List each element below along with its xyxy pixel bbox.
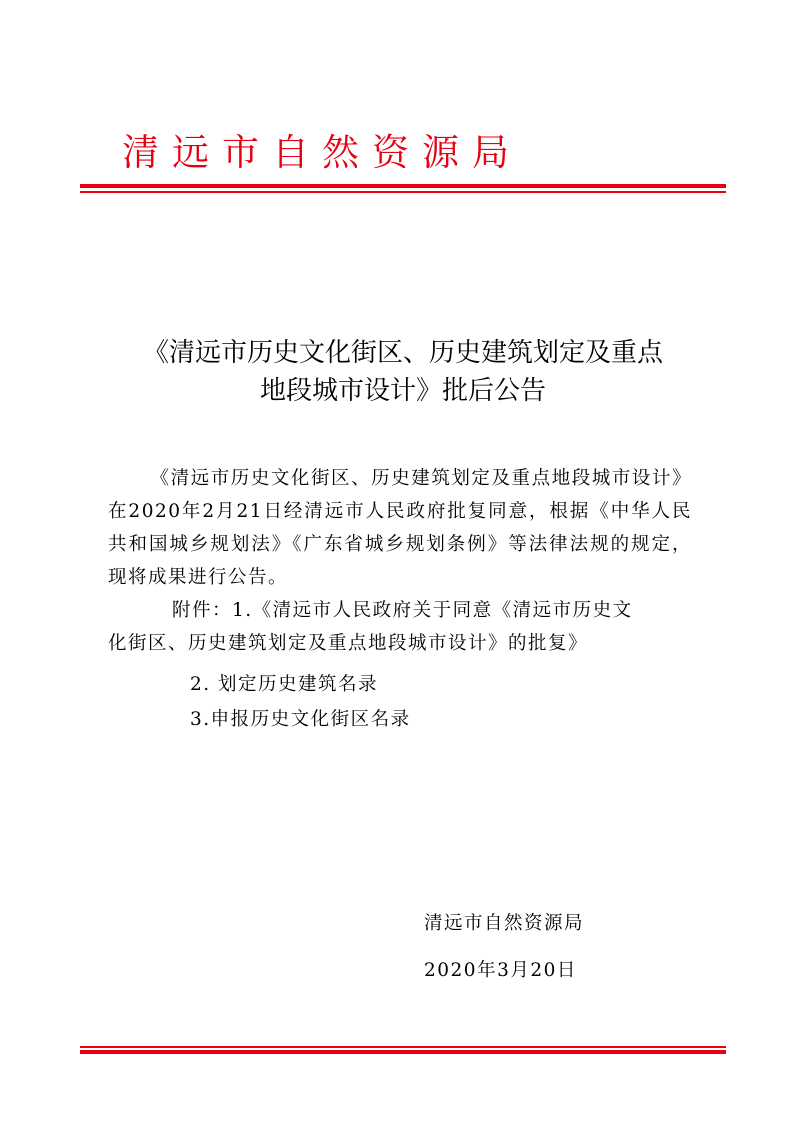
document-title-line-1: 《清远市历史文化街区、历史建筑划定及重点: [142, 338, 663, 368]
document-body: [108, 462, 692, 736]
header-divider-thin: [80, 191, 726, 193]
attachment-item-3: 3.申报历史文化街区名录: [190, 709, 411, 730]
footer-divider-thick: [80, 1050, 726, 1054]
document-title-line-2: 地段城市设计》批后公告: [259, 376, 546, 406]
document-title: [80, 334, 726, 410]
footer-divider-thin: [80, 1046, 726, 1048]
issuer-header-title: 清远市自然资源局: [122, 131, 522, 174]
signature-block: [424, 900, 584, 994]
signature-date: 2020年3月20日: [424, 960, 577, 981]
attachment-item-1: 附件：1.《清远市人民政府关于同意《清远市历史文: [172, 600, 633, 621]
signature-issuer: 清远市自然资源局: [424, 913, 585, 934]
announcement-paragraph: 《清远市历史文化街区、历史建筑划定及重点地段城市设计》在2020年2月21日经清远市人民政府批复同意，根据《中华人民共和国城乡规划法》《广东省城乡规划条例》等法律法规的规定，现将成果进行公告。: [108, 468, 692, 588]
attachment-item-1-continued: 化街区、历史建筑划定及重点地段城市设计》的批复》: [108, 633, 589, 654]
attachment-item-2: 2. 划定历史建筑名录: [190, 674, 379, 695]
header-divider-thick: [80, 184, 726, 188]
